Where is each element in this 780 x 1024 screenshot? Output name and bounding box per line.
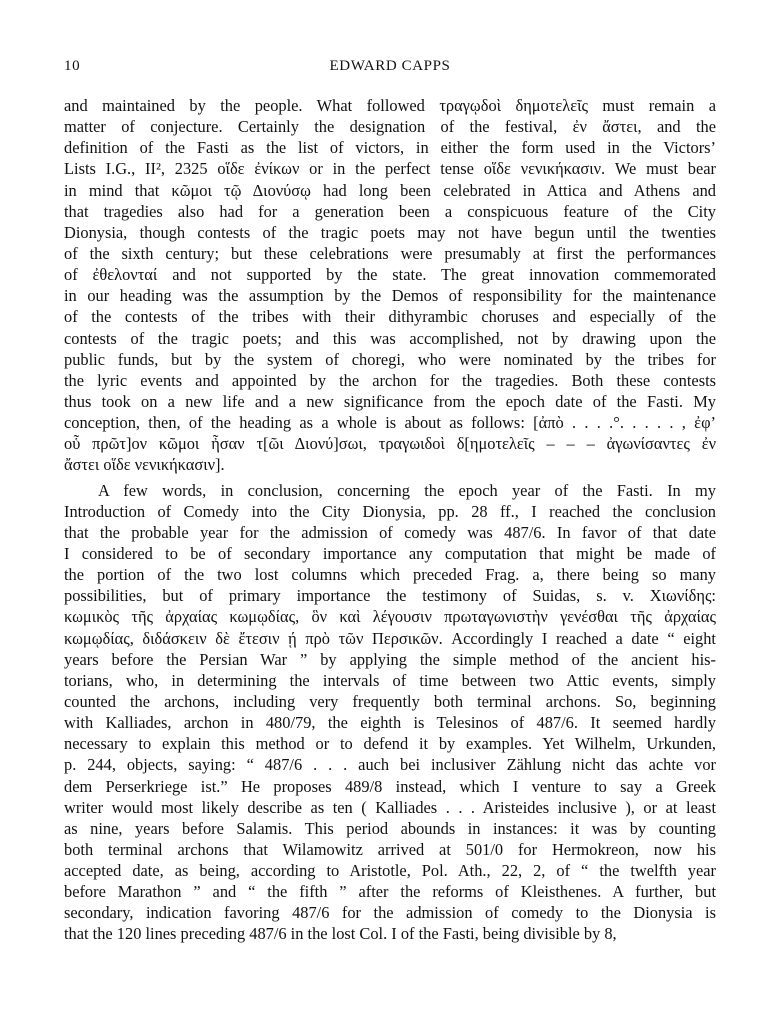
- text-line: κωμῳδίας, διδάσκειν δὲ ἔτεσιν ῄ πρὸ τῶν Περσικῶν. Accordingly I reached a date “ eight: [64, 628, 716, 648]
- text-line: that the 120 lines preceding 487/6 in the lost Col. I of the Fasti, being divisible by 8,: [64, 924, 617, 944]
- running-head: EDWARD CAPPS: [329, 58, 451, 74]
- text-line: with Kalliades, archon in 480/79, the eighth is Telesinos of 487/6. It seemed hardly: [64, 713, 716, 733]
- page-header: [64, 58, 716, 82]
- text-line: accepted date, as being, according to Aristotle, Pol. Ath., 22, 2, of “ the twelfth year: [64, 861, 716, 881]
- text-line: matter of conjecture. Certainly the designation of the festival, ἐν ἄστει, and the: [64, 117, 716, 137]
- text-line: that tragedies also had for a generation been a conspicuous feature of the City: [64, 201, 716, 221]
- text-line: οὗ πρῶτ]ον κῶμοι ἦσαν τ[ῶι Διονύ]σωι, τραγωιδοὶ δ[ημοτελεῖς – – – ἀγωνίσαντες ἐν: [64, 434, 716, 454]
- text-line: in our heading was the assumption by the Demos of responsibility for the maintenance: [64, 286, 716, 306]
- text-line: the portion of the two lost columns which preceded Frag. a, there being so many: [64, 565, 716, 585]
- text-line: Dionysia, though contests of the tragic poets may not have begun until the twenties: [64, 222, 716, 242]
- text-line: of the sixth century; but these celebrations were presumably at first the performances: [64, 243, 716, 263]
- text-line: public funds, but by the system of choregi, who were nominated by the tribes for: [64, 349, 716, 369]
- text-line: conception, then, of the heading as a whole is about as follows: [ἀπὸ . . . .°. . . . . , ἐφ’: [64, 413, 716, 433]
- text-line: thus took on a new life and a new significance from the epoch date of the Fasti. My: [64, 391, 716, 411]
- text-line: I considered to be of secondary importance any computation that might be made of: [64, 543, 716, 563]
- text-line: Introduction of Comedy into the City Dionysia, pp. 28 ff., I reached the conclusion: [64, 501, 716, 521]
- text-line: both terminal archons that Wilamowitz arrived at 501/0 for Hermokreon, now his: [64, 839, 716, 859]
- text-line: of the contests of the tribes with their dithyrambic choruses and especially of the: [64, 307, 716, 327]
- text-line: A few words, in conclusion, concerning the epoch year of the Fasti. In my: [98, 480, 716, 500]
- text-line: possibilities, but of primary importance the testimony of Suidas, s. v. Χιωνίδης:: [64, 586, 716, 606]
- body-text: [64, 95, 716, 945]
- page-number: 10: [64, 58, 81, 74]
- text-line: definition of the Fasti as the list of victors, in either the form used in the Victors’: [64, 138, 716, 158]
- paragraph: [64, 95, 716, 476]
- text-line: before Marathon ” and “ the fifth ” after the reforms of Kleisthenes. A further, but: [64, 882, 716, 902]
- text-line: Lists I.G., II², 2325 οἵδε ἐνίκων or in the perfect tense οἵδε νενικήκασιν. We must bear: [64, 159, 716, 179]
- text-line: in mind that κῶμοι τῷ Διονύσῳ had long been celebrated in Attica and Athens and: [64, 180, 716, 200]
- paragraph: [64, 480, 716, 945]
- text-line: necessary to explain this method or to defend it by examples. Yet Wilhelm, Urkunden,: [64, 734, 716, 754]
- text-line: the lyric events and appointed by the archon for the tragedies. Both these contests: [64, 370, 716, 390]
- text-line: κωμικὸς τῆς ἀρχαίας κωμῳδίας, ὃν καὶ λέγουσιν πρωταγωνιστὴν γενέσθαι τῆς ἀρχαίας: [64, 607, 716, 627]
- text-line: ἄστει οἵδε νενικήκασιν].: [64, 455, 225, 475]
- text-line: torians, who, in determining the intervals of time between two Attic events, simply: [64, 670, 716, 690]
- text-line: of ἐθελονταί and not supported by the state. The great innovation commemorated: [64, 265, 716, 285]
- text-line: contests of the tragic poets; and this was accomplished, not by drawing upon the: [64, 328, 716, 348]
- text-line: writer would most likely describe as ten ( Kalliades . . . Aristeides inclusive ), or at least: [64, 797, 716, 817]
- text-line: that the probable year for the admission of comedy was 487/6. In favor of that date: [64, 522, 716, 542]
- text-line: and maintained by the people. What followed τραγῳδοὶ δημοτελεῖς must remain a: [64, 96, 716, 115]
- text-line: dem Perserkriege ist.” He proposes 489/8 instead, which I venture to say a Greek: [64, 776, 716, 796]
- text-line: as nine, years before Salamis. This period abounds in instances: it was by counting: [64, 818, 716, 838]
- text-line: counted the archons, including very frequently both terminal archons. So, beginning: [64, 691, 716, 711]
- text-line: years before the Persian War ” by applying the simple method of the ancient his-: [64, 649, 716, 669]
- text-line: secondary, indication favoring 487/6 for the admission of comedy to the Dionysia is: [64, 903, 716, 923]
- text-line: p. 244, objects, saying: “ 487/6 . . . auch bei inclusiver Zählung nicht das achte vor: [64, 755, 716, 775]
